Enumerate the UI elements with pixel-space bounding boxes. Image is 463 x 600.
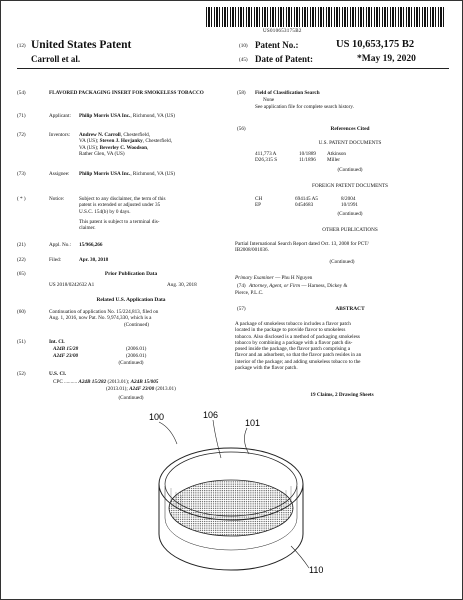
intcl-date: (2006.01) [126, 353, 147, 359]
field-tag: (51) [17, 339, 26, 345]
date-label: Date of Patent: [255, 54, 313, 64]
attorney-firm: Pierce, P.L.C. [235, 290, 264, 296]
field-tag: (56) [237, 126, 246, 132]
assignee-label: Assignee: [49, 171, 70, 177]
field-tag: (54) [17, 90, 26, 96]
field-tag: (52) [17, 371, 26, 377]
applicant-label: Applicant: [49, 113, 71, 119]
ref-100-leader [159, 422, 177, 444]
field-search-none: None [263, 97, 275, 103]
ref-101-label: 101 [245, 418, 261, 428]
field-search-heading: Field of Classification Search [255, 90, 320, 96]
patent-no-label: Patent No.: [255, 40, 299, 50]
barcode [206, 7, 446, 27]
foreign-ref-row: EP 0454683 10/1991 [255, 202, 359, 209]
prior-pub-date: Aug. 30, 2018 [167, 282, 197, 288]
field-tag: (65) [17, 271, 26, 277]
abstract-text: A package of smokeless tobacco includes a flavor patch located in the package to provide flavor to smokeless tobacco. Also disclosed is a method of packaging smokeless tobacco by combining a package with a flavor patch dis- posed inside the package, the flavor patch comprising a flavor and an adsorbent, so that the flavor patch resides in an interior of the package; and adding smokeless tobacco to the package with the flavor patch. [235, 321, 362, 372]
prior-pub-heading: Prior Publication Data [104, 271, 158, 277]
cpc-line: CPC .......... A24B 15/282 (2013.01); A24B 15/005 [53, 379, 159, 385]
applicant-value: Philip Morris USA Inc., Richmond, VA (US) [79, 113, 175, 119]
uscl-heading: U.S. Cl. [49, 371, 67, 377]
foreign-continued: (Continued) [337, 211, 363, 217]
inventors-value: Andrew N. Carroll, Chesterfield, VA (US); Steven J. Hovjanky, Chesterfield, VA (US); Beverley C. Woodson, Rather Glen, VA (US) [79, 132, 173, 157]
field-tag: (71) [17, 113, 26, 119]
us-ref-row: 411,773 A 10/1889 Atkinson [255, 151, 347, 157]
header-tag: (12) [17, 43, 26, 49]
date-tag: (45) [239, 57, 248, 63]
other-pubs-text: Partial International Search Report dated Oct. 13, 2008 for PCT/ IB2008/001036. [235, 241, 369, 254]
field-search-note: See application file for complete search history. [255, 104, 354, 110]
header-rule [17, 68, 449, 69]
cpc-continued: (Continued) [118, 395, 144, 401]
abstract-heading: ABSTRACT [335, 306, 365, 312]
prior-pub-number: US 2018/0242632 A1 [49, 282, 95, 288]
field-tag: (73) [17, 171, 26, 177]
us-refs-continued: (Continued) [337, 167, 363, 173]
ref-106-label: 106 [203, 410, 219, 420]
us-ref-row: D26,315 S 11/1896 Miller [255, 157, 340, 164]
field-tag: ( * ) [17, 196, 26, 202]
us-patents-heading: U.S. PATENT DOCUMENTS [318, 140, 382, 146]
appl-label: Appl. No.: [49, 242, 72, 248]
primary-examiner: Primary Examiner — Phu H Nguyen [235, 275, 313, 281]
patent-date: *May 19, 2020 [357, 54, 416, 64]
intcl-date: (2006.01) [126, 346, 147, 352]
assignee-value: Philip Morris USA Inc., Richmond, VA (US) [79, 171, 175, 177]
references-heading: References Cited [330, 126, 370, 132]
flavor-patch [169, 480, 293, 536]
us-refs-list [255, 151, 445, 164]
field-tag: (21) [17, 242, 26, 248]
ref-110-label: 110 [309, 565, 324, 575]
intcl-code: A24B 15/28 [53, 346, 79, 352]
appl-number: 15/966,266 [79, 242, 103, 248]
field-tag: (22) [17, 257, 26, 263]
intcl-heading: Int. Cl. [49, 339, 65, 345]
notice-label: Notice: [49, 196, 65, 202]
other-pubs-continued: (Continued) [329, 259, 355, 265]
field-tag: (58) [237, 90, 246, 96]
foreign-ref-row: CH 694145 A5 8/2004 [255, 196, 356, 202]
patent-number: US 10,653,175 B2 [336, 39, 415, 50]
field-tag: (57) [237, 306, 246, 312]
foreign-heading: FOREIGN PATENT DOCUMENTS [311, 183, 389, 189]
claims-count: 19 Claims, 2 Drawing Sheets [310, 392, 374, 398]
continuation-text: Continuation of application No. 15/224,813, filed on Aug. 1, 2016, now Pat. No. 9,974,330, which is a (Continued) [49, 309, 159, 328]
other-pubs-heading: OTHER PUBLICATIONS [322, 227, 378, 233]
attorney-agent: Attorney, Agent, or Firm — Harness, Dickey & [249, 283, 348, 289]
field-tag: (60) [17, 309, 26, 315]
foreign-refs-list [255, 196, 445, 209]
filed-label: Filed: [49, 257, 62, 263]
notice-value: Subject to any disclaimer, the term of this patent is extended or adjusted under 35 U.S.C. 154(b) by 0 days. This patent is subject to a terminal dis- claimer. [79, 196, 166, 232]
related-heading: Related U.S. Application Data [96, 297, 166, 303]
barcode-number: US010653175B2 [263, 29, 302, 34]
intcl-code: A24F 23/00 [53, 353, 79, 359]
field-tag: (72) [17, 132, 26, 138]
field-tag: (74) [237, 283, 246, 289]
intcl-continued: (Continued) [118, 360, 144, 366]
filed-date: Apr. 30, 2018 [79, 257, 109, 263]
inventors-label: Inventors: [49, 132, 71, 138]
invention-title: FLAVORED PACKAGING INSERT FOR SMOKELESS TOBACCO [49, 90, 204, 96]
ref-100-label: 100 [149, 412, 165, 422]
patent-no-tag: (10) [239, 43, 248, 49]
cpc-line-2: (2013.01); A24F 23/00 (2013.01) [106, 386, 176, 392]
patent-title-heading: United States Patent [31, 39, 132, 51]
patent-drawing [131, 406, 331, 591]
inventor-short: Carroll et al. [31, 54, 81, 64]
